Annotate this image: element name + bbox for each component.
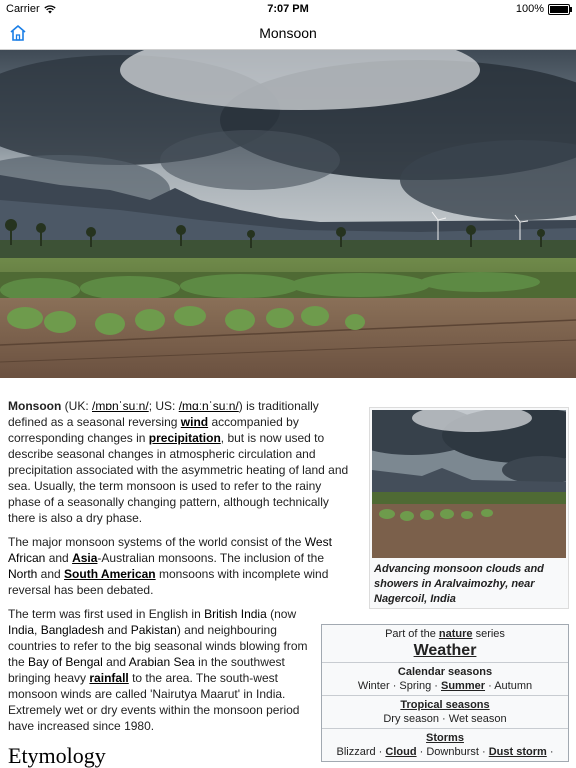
text-span: (UK: [61, 399, 92, 413]
carrier-label: Carrier [6, 3, 40, 15]
battery-percent: 100% [515, 3, 544, 15]
text-span: ) and neighbouring countries to refer to the big seasonal winds blowing from the [8, 623, 308, 669]
rainfall-link[interactable]: rainfall [89, 671, 129, 685]
pronunciation-us-link[interactable]: /mɑːnˈsuːn/ [178, 399, 239, 413]
bangladesh-link[interactable]: Bangladesh [40, 623, 105, 637]
arabian-sea-link[interactable]: Arabian Sea [128, 655, 195, 669]
west-african-link[interactable]: West African [8, 535, 332, 565]
storms-row [322, 746, 568, 758]
asia-link[interactable]: Asia [72, 551, 98, 565]
text-span: accompanied by corresponding changes in [8, 415, 299, 445]
text-span: to the area. The south-west monsoon winds are called 'Nairutya Maarut' in India. Extremely wet or dry events within the monsoon period have increased since 1980. [8, 671, 300, 733]
winter-link[interactable]: Winter [357, 680, 390, 692]
status-time: 7:07 PM [267, 3, 309, 15]
storms-heading-link[interactable]: Storms [426, 732, 464, 744]
page-title: Monsoon [259, 25, 317, 41]
british-india-link[interactable]: British India [204, 607, 267, 621]
dry-season-link[interactable]: Dry season [383, 713, 439, 725]
text-span: and [104, 623, 131, 637]
separator: · [375, 746, 386, 758]
status-right [516, 3, 570, 15]
navigation-bar [0, 18, 576, 50]
text-span: , but is now used to describe seasonal changes in atmospheric circulation and precipitation associated with the asymmetric heating of land and sea. Usually, the term monsoon is used to refer to the rainy phase of a seasonally changing pattern, although technically there is also a dry phase. [8, 431, 349, 525]
infobox-tropical-seasons [322, 696, 568, 729]
text-span: monsoons with incomplete wind reversal has been debated. [8, 567, 329, 597]
text-span: ; US: [148, 399, 179, 413]
figure-thumbnail[interactable] [369, 407, 569, 609]
precipitation-link[interactable]: precipitation [148, 431, 221, 445]
text-span: -Australian monsoons. The inclusion of the [97, 551, 324, 565]
spring-link[interactable]: Spring [399, 680, 432, 692]
calendar-seasons-row [322, 680, 568, 692]
cloud-link[interactable]: Cloud [385, 746, 417, 758]
nature-link[interactable]: nature [438, 628, 473, 640]
separator: · [389, 680, 400, 692]
india-link[interactable]: India [8, 623, 35, 637]
text-span: The major monsoon systems of the world consist of the [8, 535, 305, 549]
south-american-link[interactable]: South American [64, 567, 156, 581]
article-term: Monsoon [8, 399, 62, 413]
article-body [8, 398, 356, 768]
text-span: and [45, 551, 73, 565]
north-link[interactable]: North [8, 567, 38, 581]
tropical-seasons-heading-link[interactable]: Tropical seasons [400, 699, 490, 711]
text-span: and [102, 655, 129, 669]
calendar-seasons-heading: Calendar seasons [397, 666, 493, 678]
figure-caption: Advancing monsoon clouds and showers in Aralvaimozhy, near Nagercoil, India [374, 563, 544, 605]
bay-of-bengal-link[interactable]: Bay of Bengal [28, 655, 103, 669]
downburst-link[interactable]: Downburst [426, 746, 479, 758]
summer-link[interactable]: Summer [441, 680, 486, 692]
part-of-prefix: Part of the [385, 628, 439, 640]
hero-image [0, 50, 576, 378]
intro-paragraph-3 [8, 606, 323, 734]
battery-icon [548, 4, 570, 15]
status-bar [0, 0, 576, 18]
text-span: The term was first used in English in [8, 607, 205, 621]
infobox-calendar-seasons [322, 663, 568, 696]
weather-series-title-link[interactable]: Weather [413, 642, 477, 659]
separator: · [478, 746, 489, 758]
text-span: ) is traditionally defined as a seasonal reversing [8, 399, 319, 429]
weather-series-infobox [321, 624, 569, 762]
infobox-header [322, 625, 568, 663]
part-of-suffix: series [472, 628, 505, 640]
separator: · [431, 680, 441, 692]
dust-storm-link[interactable]: Dust storm [488, 746, 547, 758]
infobox-storms [322, 729, 568, 761]
text-span: (now [266, 607, 297, 621]
text-span: and [37, 567, 65, 581]
separator: · [485, 680, 495, 692]
tropical-seasons-row [322, 713, 568, 725]
wind-link[interactable]: wind [180, 415, 209, 429]
separator: · [438, 713, 449, 725]
pakistan-link[interactable]: Pakistan [130, 623, 177, 637]
pronunciation-uk-link[interactable]: /mɒnˈsuːn/ [92, 399, 149, 413]
separator: · [416, 746, 427, 758]
intro-paragraph-1 [8, 398, 356, 526]
text-span: , [34, 623, 41, 637]
separator: · [546, 746, 554, 758]
intro-paragraph-2 [8, 534, 356, 598]
wet-season-link[interactable]: Wet season [448, 713, 507, 725]
section-heading-etymology: Etymology [8, 743, 106, 768]
autumn-link[interactable]: Autumn [494, 680, 533, 692]
blizzard-link[interactable]: Blizzard [336, 746, 376, 758]
figure-image[interactable] [372, 410, 566, 558]
text-span: in the southwest bringing heavy [8, 655, 285, 685]
